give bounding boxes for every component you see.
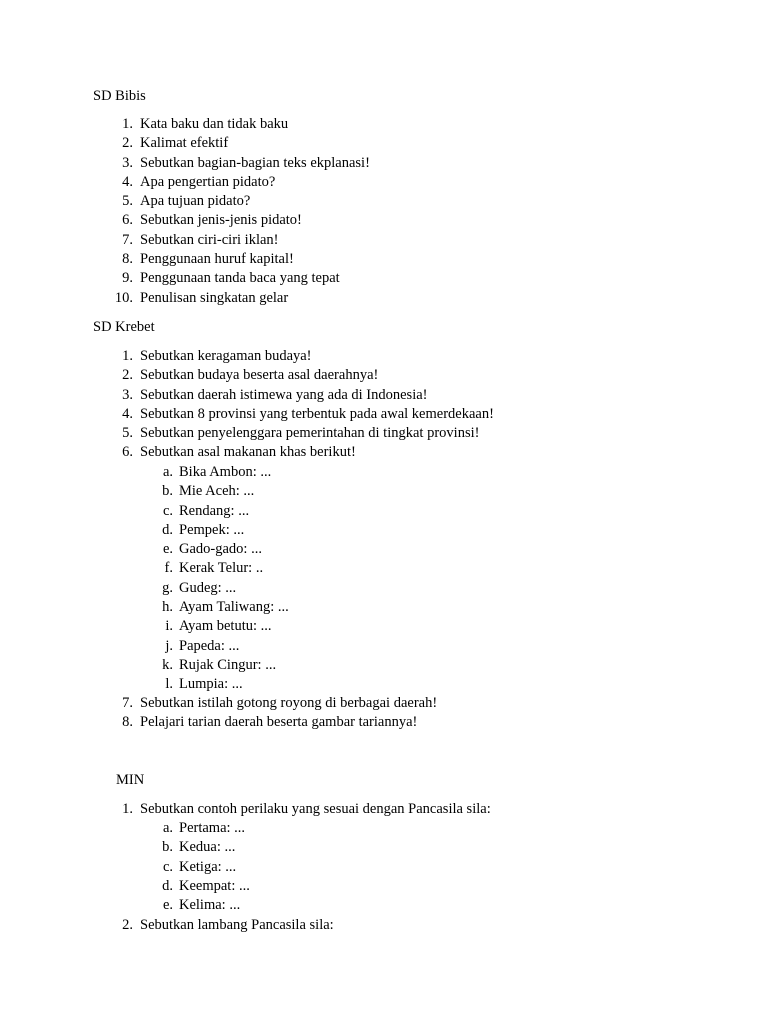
item-text: Pelajari tarian daerah beserta gambar tariannya! [140,714,418,731]
item-letter: g. [162,579,173,596]
list-item [93,231,693,250]
item-text: Sebutkan istilah gotong royong di berbagai daerah! [140,695,438,711]
item-text: Kedua: ... [179,839,236,856]
sublist-item [146,838,546,857]
sublist-item [146,617,546,636]
sublist-item [146,559,546,578]
item-letter: f. [164,560,173,577]
item-number: 2. [122,367,133,384]
item-text: Sebutkan budaya beserta asal daerahnya! [140,367,379,384]
list-item [93,405,713,424]
list-item [93,192,693,211]
sd-krebet-list [93,347,713,463]
item-number: 6. [122,212,133,229]
list-item [93,443,713,462]
min-list-cont [93,916,713,935]
item-text: Penggunaan tanda baca yang tepat [140,270,340,287]
list-item [93,366,713,385]
pancasila-sublist [146,819,546,915]
item-text: Gado-gado: ... [179,541,262,558]
item-letter: j. [165,637,173,654]
list-item [93,289,693,308]
list-item [93,269,693,288]
list-item [93,386,713,405]
item-text: Apa tujuan pidato? [140,193,251,210]
item-text: Rujak Cingur: ... [179,656,277,673]
list-item [93,424,713,443]
item-text: Ayam betutu: ... [179,618,272,635]
item-text: Ketiga: ... [179,858,237,875]
item-letter: a. [162,820,173,836]
food-origin-sublist [146,463,546,695]
item-letter: e. [162,541,173,558]
sublist-item [146,502,546,521]
section-title-sd-bibis: SD Bibis [93,88,146,104]
item-text: Kelima: ... [179,897,241,914]
item-text: Kalimat efektif [140,135,229,152]
item-text: Sebutkan penyelenggara pemerintahan di tingkat provinsi! [140,425,480,442]
sd-bibis-list [93,115,693,308]
item-number: 8. [122,251,133,268]
item-number: 4. [122,405,133,422]
list-item [93,250,693,269]
item-text: Sebutkan daerah istimewa yang ada di Indonesia! [140,386,428,403]
item-text: Kerak Telur: .. [179,560,264,577]
sublist-item [146,896,546,915]
item-letter: a. [162,464,173,480]
item-number: 4. [122,173,133,190]
sublist-item [146,482,546,501]
item-number: 1. [122,348,133,364]
list-item [93,211,693,230]
sublist-item [146,598,546,617]
list-item [93,800,713,819]
item-number: 8. [122,714,133,731]
item-text: Gudeg: ... [179,579,237,596]
item-number: 9. [122,270,133,287]
item-number: 10. [114,289,133,306]
item-text: Sebutkan ciri-ciri iklan! [140,231,279,248]
list-item [93,347,713,366]
item-number: 2. [122,917,133,933]
item-text: Sebutkan lambang Pancasila sila: [140,917,334,933]
item-number: 7. [122,695,133,711]
item-text: Sebutkan keragaman budaya! [140,348,312,364]
list-item [93,916,713,935]
sublist-item [146,521,546,540]
sublist-item [146,637,546,656]
item-text: Penulisan singkatan gelar [140,289,289,306]
item-text: Kata baku dan tidak baku [140,116,289,132]
item-number: 2. [122,135,133,152]
item-number: 1. [122,116,133,132]
item-number: 7. [122,231,133,248]
list-item [93,154,693,173]
item-text: Bika Ambon: ... [179,464,272,480]
item-letter: k. [162,656,173,673]
item-text: Penggunaan huruf kapital! [140,251,294,268]
list-item [93,115,693,134]
item-letter: d. [162,521,173,538]
item-text: Sebutkan 8 provinsi yang terbentuk pada awal kemerdekaan! [140,405,494,422]
item-letter: i. [165,618,173,635]
item-number: 5. [122,193,133,210]
list-item [93,173,693,192]
sublist-item [146,579,546,598]
sd-krebet-list-cont [93,694,713,733]
item-letter: c. [162,858,173,875]
item-number: 5. [122,425,133,442]
item-text: Ayam Taliwang: ... [179,599,289,616]
item-text: Sebutkan jenis-jenis pidato! [140,212,302,229]
sublist-item [146,675,546,694]
item-text: Lumpia: ... [179,676,243,693]
sublist-item [146,877,546,896]
sublist-item [146,656,546,675]
item-number: 3. [122,154,133,171]
item-text: Pertama: ... [179,820,246,836]
item-letter: e. [162,897,173,914]
item-letter: b. [162,839,173,856]
item-letter: c. [162,502,173,519]
item-number: 6. [122,444,133,461]
item-number: 1. [122,801,133,817]
sublist-item [146,858,546,877]
sublist-item [146,540,546,559]
list-item [93,694,713,713]
item-text: Apa pengertian pidato? [140,173,276,190]
item-text: Mie Aceh: ... [179,483,255,500]
sublist-item [146,819,546,838]
section-title-sd-krebet: SD Krebet [93,319,155,335]
sublist-item [146,463,546,482]
item-text: Sebutkan contoh perilaku yang sesuai dengan Pancasila sila: [140,801,491,817]
list-item [93,713,713,732]
item-text: Keempat: ... [179,877,250,894]
item-text: Papeda: ... [179,637,240,654]
section-title-min: MIN [116,772,145,788]
item-number: 3. [122,386,133,403]
item-text: Sebutkan asal makanan khas berikut! [140,444,356,461]
list-item [93,134,693,153]
min-list [93,800,713,819]
item-letter: l. [165,676,173,693]
item-letter: h. [162,599,173,616]
item-text: Pempek: ... [179,521,245,538]
item-letter: b. [162,483,173,500]
item-text: Rendang: ... [179,502,250,519]
item-text: Sebutkan bagian-bagian teks ekplanasi! [140,154,370,171]
item-letter: d. [162,877,173,894]
